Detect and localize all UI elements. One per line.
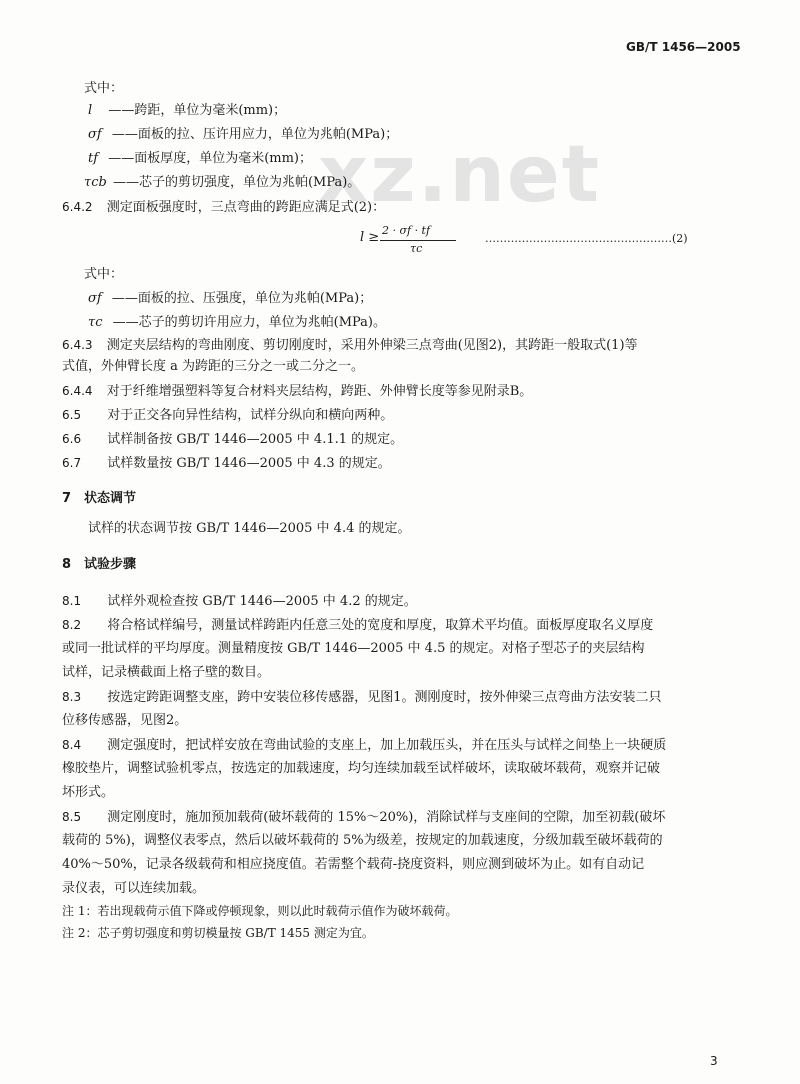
def-text: ——面板的拉、压强度，单位为兆帕(MPa)； [111,291,373,306]
def-text: ——面板厚度，单位为毫米(mm)； [108,151,312,166]
formula-numerator: 2 · σf · tf [382,224,431,237]
where-label-1: 式中： [84,81,124,96]
clause-8-4 [62,736,666,755]
def-row [88,150,312,168]
page-number: 3 [710,1054,718,1068]
clause-continuation: 载荷的 5%)，调整仪表零点，然后以破坏载荷的 5%为级差，按规定的加载速度，分级加载至破坏载荷的 [62,833,663,848]
def-row [84,174,360,192]
def-text: ——跨距，单位为毫米(mm)； [108,103,287,118]
clause-6-4-3 [62,336,638,355]
formula-lhs: l ≥ [360,230,380,245]
clause-text: 试样外观检查按 GB/T 1446—2005 中 4.2 的规定。 [107,594,417,609]
def-row [88,290,372,308]
fraction-bar [380,240,456,241]
where-label-2: 式中： [84,267,124,282]
def-symbol: σf [88,291,102,306]
def-text: ——芯子的剪切许用应力，单位为兆帕(MPa)。 [112,315,386,330]
def-symbol: tf [88,151,99,166]
clause-number: 8.3 [62,690,82,704]
clause-8-5 [62,808,665,827]
clause-number: 6.4.2 [62,200,93,214]
clause-continuation: 橡胶垫片，调整试验机零点，按选定的加载速度，均匀连续加载至试样破坏，读取破坏载荷，观察并记破 [62,761,661,776]
note-2: 注 2：芯子剪切强度和剪切模量按 GB/T 1455 测定为宜。 [62,926,374,940]
clause-text: 按选定跨距调整支座，跨中安装位移传感器，见图1。测刚度时，按外伸梁三点弯曲方法安装二只 [107,690,662,705]
clause-text: 试样制备按 GB/T 1446—2005 中 4.1.1 的规定。 [107,432,404,447]
clause-number: 6.5 [62,408,82,422]
clause-number: 6.6 [62,432,82,446]
def-row [88,126,398,144]
clause-text: 测定强度时，把试样安放在弯曲试验的支座上，加上加载压头，并在压头与试样之间垫上一块硬质 [107,738,667,753]
clause-continuation: 位移传感器，见图2。 [62,713,188,728]
def-row [88,314,386,332]
section-8-title: 8 试验步骤 [62,557,137,572]
clause-text: 测定夹层结构的弯曲刚度、剪切刚度时，采用外伸梁三点弯曲(见图2)，其跨距一般取式(1)等 [106,338,638,353]
clause-number: 6.7 [62,456,82,470]
clause-text: 测定刚度时，施加预加载荷(破坏载荷的 15%～20%)，消除试样与支座间的空隙，加至初载(破坏 [107,810,666,825]
clause-6-4-2 [62,198,385,217]
clause-continuation: 坏形式。 [62,785,115,800]
clause-text: 试样数量按 GB/T 1446—2005 中 4.3 的规定。 [107,456,391,471]
formula-denominator: τc [410,242,423,255]
def-symbol: τcb [84,175,107,190]
clause-text: 测定面板强度时，三点弯曲的跨距应满足式(2)： [106,200,386,215]
def-symbol: l [88,103,93,118]
clause-text: 对于纤维增强塑料等复合材料夹层结构，跨距、外伸臂长度等参见附录B。 [106,384,533,399]
clause-number: 8.4 [62,738,82,752]
def-symbol: σf [88,127,102,142]
def-text: ——面板的拉、压许用应力，单位为兆帕(MPa)； [111,127,399,142]
standard-header: GB/T 1456—2005 [626,40,741,54]
clause-continuation: 录仪表，可以连续加载。 [62,881,206,896]
section-7-title: 7 状态调节 [62,491,137,506]
watermark: xz.net [318,130,602,220]
clause-6-7 [62,454,391,473]
clause-6-6 [62,430,403,449]
clause-text: 对于正交各向异性结构，试样分纵向和横向两种。 [107,408,394,423]
clause-continuation: 40%～50%，记录各级载荷和相应挠度值。若需整个载荷-挠度资料，则应测到破坏为止。如有自动记 [62,857,645,872]
clause-number: 8.1 [62,594,82,608]
clause-continuation: 或同一批试样的平均厚度。测量精度按 GB/T 1446—2005 中 4.5 的规定。对格子型芯子的夹层结构 [62,641,645,656]
clause-continuation: 式值，外伸臂长度 a 为跨距的三分之一或二分之一。 [62,359,365,374]
def-row [88,102,286,120]
clause-number: 8.5 [62,810,82,824]
clause-number: 6.4.4 [62,384,93,398]
equation-label: ……………………………………………(2) [485,232,688,245]
clause-8-1 [62,592,417,611]
clause-text: 将合格试样编号，测量试样跨距内任意三处的宽度和厚度，取算术平均值。面板厚度取名义厚度 [107,618,654,633]
clause-6-5 [62,406,393,425]
clause-number: 8.2 [62,618,82,632]
clause-6-4-4 [62,382,532,401]
def-text: ——芯子的剪切强度，单位为兆帕(MPa)。 [112,175,361,190]
def-symbol: τc [88,315,103,330]
clause-8-2 [62,616,653,635]
section-7-body: 试样的状态调节按 GB/T 1446—2005 中 4.4 的规定。 [88,521,411,536]
clause-number: 6.4.3 [62,338,93,352]
clause-continuation: 试样，记录横截面上格子壁的数目。 [62,665,271,680]
clause-8-3 [62,688,662,707]
note-1: 注 1：若出现载荷示值下降或停顿现象，则以此时载荷示值作为破坏载荷。 [62,904,458,918]
